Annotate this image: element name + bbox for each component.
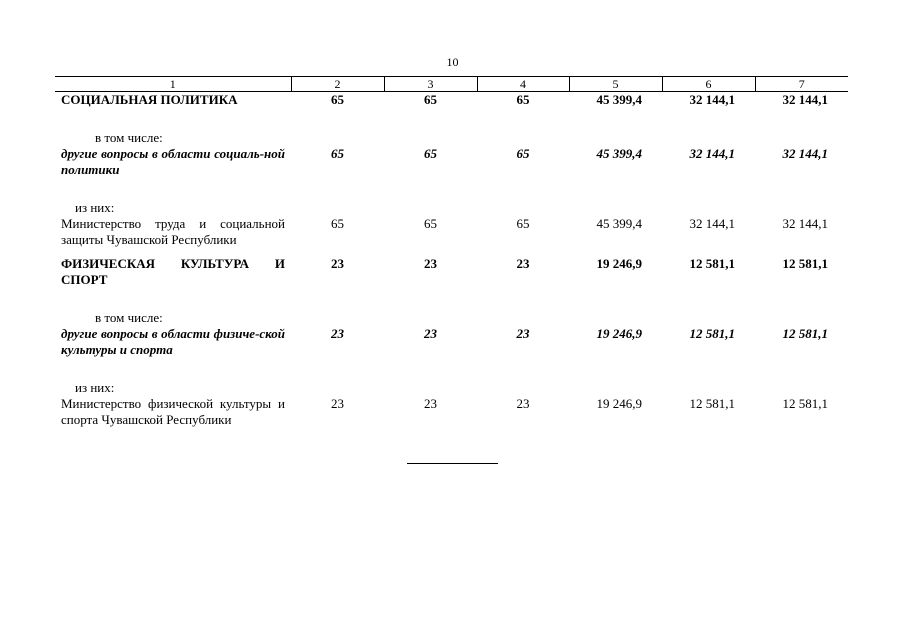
cell-col7: 32 144,1 bbox=[782, 92, 828, 107]
row-name: другие вопросы в области социаль-ной политики bbox=[61, 146, 285, 177]
row-name: СОЦИАЛЬНАЯ ПОЛИТИКА bbox=[61, 92, 238, 107]
row-label: в том числе: bbox=[95, 310, 163, 325]
cell-col6: 32 144,1 bbox=[689, 146, 735, 161]
cell-col3: 65 bbox=[424, 92, 437, 107]
cell-col4: 65 bbox=[516, 92, 530, 107]
cell-col2: 65 bbox=[331, 146, 344, 161]
table-row-other-sport bbox=[55, 326, 848, 358]
cell-col6: 32 144,1 bbox=[689, 92, 735, 107]
row-name: ФИЗИЧЕСКАЯ КУЛЬТУРА И СПОРТ bbox=[61, 256, 285, 287]
column-header-6: 6 bbox=[662, 77, 755, 92]
cell-col3: 65 bbox=[424, 146, 437, 161]
row-label: из них: bbox=[75, 380, 115, 395]
cell-col4: 23 bbox=[516, 326, 530, 341]
cell-col5: 45 399,4 bbox=[596, 146, 642, 161]
cell-col3: 23 bbox=[424, 326, 437, 341]
row-name: Министерство труда и социальной защиты Чувашской Республики bbox=[61, 216, 285, 247]
cell-col3: 65 bbox=[424, 216, 437, 231]
table-row-label bbox=[55, 130, 848, 146]
column-header-3: 3 bbox=[384, 77, 477, 92]
cell-col5: 19 246,9 bbox=[596, 326, 642, 341]
cell-col2: 65 bbox=[331, 92, 344, 107]
cell-col4: 23 bbox=[516, 256, 530, 271]
cell-col5: 19 246,9 bbox=[596, 256, 642, 271]
table-row-physical-culture bbox=[55, 256, 848, 288]
cell-col3: 23 bbox=[424, 256, 437, 271]
table-row-ministry-sport bbox=[55, 396, 848, 428]
budget-table bbox=[55, 76, 848, 428]
table-row-other-social bbox=[55, 146, 848, 178]
cell-col7: 12 581,1 bbox=[782, 396, 828, 411]
cell-col7: 32 144,1 bbox=[782, 146, 828, 161]
table-row-social-policy bbox=[55, 92, 848, 109]
cell-col5: 19 246,9 bbox=[596, 396, 642, 411]
table-row-ministry-labor bbox=[55, 216, 848, 248]
cell-col4: 65 bbox=[516, 216, 530, 231]
table-row-label bbox=[55, 380, 848, 396]
cell-col6: 12 581,1 bbox=[689, 326, 735, 341]
cell-col7: 12 581,1 bbox=[782, 256, 828, 271]
cell-col3: 23 bbox=[424, 396, 437, 411]
column-header-5: 5 bbox=[569, 77, 662, 92]
table-header-row bbox=[55, 77, 848, 92]
column-header-1: 1 bbox=[55, 77, 291, 92]
cell-col2: 23 bbox=[331, 326, 344, 341]
cell-col4: 65 bbox=[516, 146, 530, 161]
page-number: 10 bbox=[446, 55, 459, 69]
cell-col6: 32 144,1 bbox=[689, 216, 735, 231]
table-row-label bbox=[55, 200, 848, 216]
column-header-4: 4 bbox=[477, 77, 569, 92]
cell-col6: 12 581,1 bbox=[689, 396, 735, 411]
footer-divider bbox=[407, 463, 498, 464]
cell-col4: 23 bbox=[516, 396, 530, 411]
cell-col7: 12 581,1 bbox=[782, 326, 828, 341]
cell-col5: 45 399,4 bbox=[596, 92, 642, 107]
row-label: в том числе: bbox=[95, 130, 163, 145]
cell-col2: 23 bbox=[331, 396, 344, 411]
row-label: из них: bbox=[75, 200, 115, 215]
cell-col7: 32 144,1 bbox=[782, 216, 828, 231]
cell-col2: 65 bbox=[331, 216, 344, 231]
column-header-7: 7 bbox=[755, 77, 848, 92]
row-name: другие вопросы в области физиче-ской культуры и спорта bbox=[61, 326, 285, 357]
cell-col5: 45 399,4 bbox=[596, 216, 642, 231]
row-name: Министерство физической культуры и спорта Чувашской Республики bbox=[61, 396, 285, 427]
table-row-label bbox=[55, 310, 848, 326]
cell-col6: 12 581,1 bbox=[689, 256, 735, 271]
cell-col2: 23 bbox=[331, 256, 344, 271]
column-header-2: 2 bbox=[291, 77, 384, 92]
